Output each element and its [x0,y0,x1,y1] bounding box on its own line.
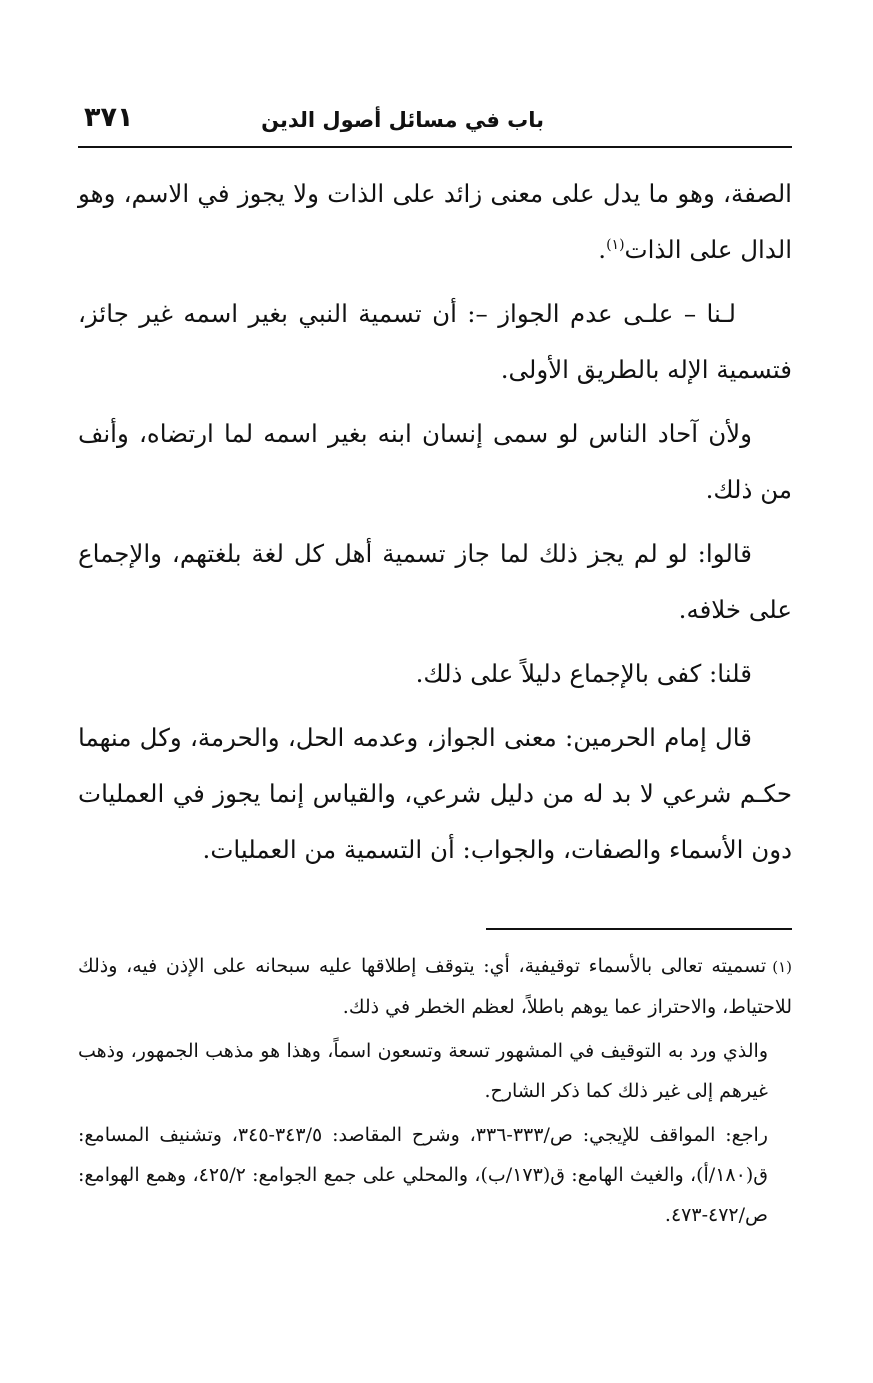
paragraph: لـنا – علـى عدم الجواز –: أن تسمية النبي بغير اسمه غير جائز، فتسمية الإله بالطريق الأولى. [78,299,792,384]
paragraph: قالوا: لو لم يجز ذلك لما جاز تسمية أهل كل لغة بلغتهم، والإجماع على خلافه. [78,539,792,624]
footnote-separator [486,928,792,930]
paragraph: ولأن آحاد الناس لو سمى إنسان ابنه بغير اسمه لما ارتضاه، وأنف من ذلك. [78,419,792,504]
running-title: باب في مسائل أصول الدين [261,108,544,132]
footnote: والذي ورد به التوقيف في المشهور تسعة وتسعون اسماً، وهذا هو مذهب الجمهور، وذهب غيرهم إلى غير ذلك كما ذكر الشارح. [78,1040,768,1102]
page-header [78,102,792,142]
paragraph: قلنا: كفى بالإجماع دليلاً على ذلك. [415,659,752,688]
footnotes [78,946,792,1239]
page-number: ٣٧١ [84,102,134,133]
main-text [78,166,792,886]
paragraph-end: . [598,235,607,264]
paragraph: قال إمام الحرمين: معنى الجواز، وعدمه الحل، والحرمة، وكل منهما حكـم شرعي لا بد له من دليل شرعي، والقياس إنما يجوز في العمليات دون الأسماء والصفات، والجواب: أن التسمية من العمليات. [78,723,792,864]
header-rule [78,146,792,148]
book-page [78,0,792,1383]
paragraph-text: الصفة، وهو ما يدل على معنى زائد على الذات ولا يجوز في الاسم، وهو الدال على الذات [78,179,792,264]
footnote [78,946,792,1027]
footnote-text: تسميته تعالى بالأسماء توقيفية، أي: يتوقف إطلاقها عليه سبحانه على الإذن فيه، وذلك للاحتياط، والاحتراز عما يوهم باطلاً، لعظم الخطر في ذلك. [78,955,792,1018]
footnote: راجع: المواقف للإيجي: ص/٣٣٣-٣٣٦، وشرح المقاصد: ٣٤٣/٥-٣٤٥، وتشنيف المسامع: ق(١٨٠/أ)، والغيث الهامع: ق(١٧٣/ب)، والمحلي على جمع الجوامع: ٤٢٥/٢، وهمع الهوامع: ص/٤٧٢-٤٧٣. [78,1124,768,1226]
footnote-number: (١) [772,958,792,976]
paragraph [78,166,792,278]
footnote-reference[interactable]: (١) [606,236,625,253]
